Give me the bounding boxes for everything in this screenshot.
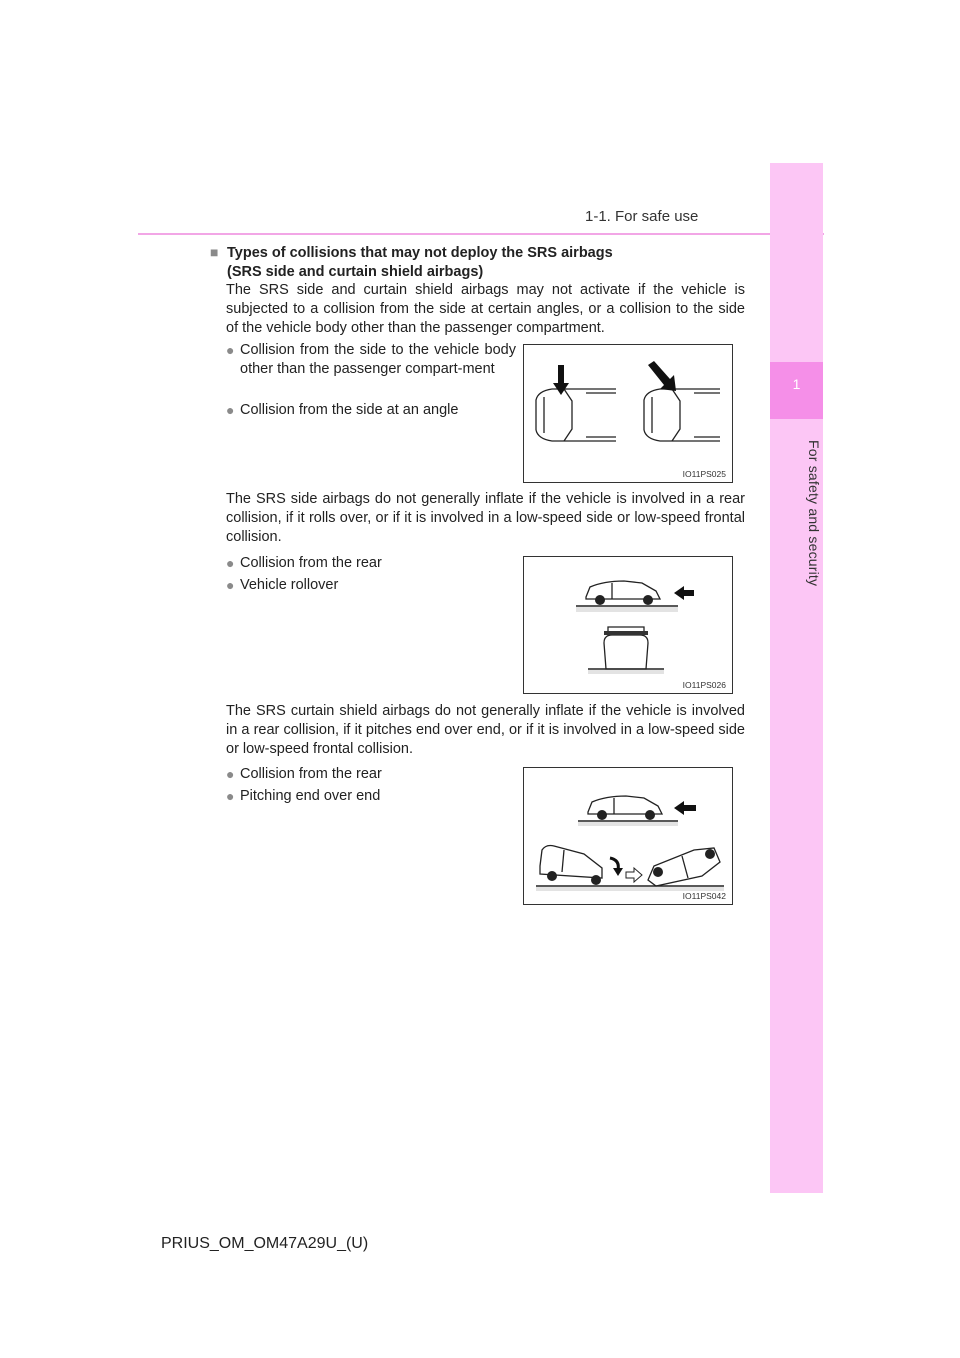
bullet-icon: ● bbox=[226, 577, 235, 593]
figure-rear-and-rollover bbox=[523, 556, 733, 694]
outline-arrow bbox=[626, 868, 642, 882]
heading-line-2: (SRS side and curtain shield airbags) bbox=[227, 264, 484, 280]
figure-code: IO11PS026 bbox=[682, 680, 726, 690]
chapter-title: For safety and security bbox=[806, 440, 822, 587]
document-code: PRIUS_OM_OM47A29U_(U) bbox=[161, 1235, 369, 1252]
bullet-icon: ● bbox=[226, 555, 235, 571]
bullet-rear-collision: Collision from the rear bbox=[240, 555, 382, 571]
heading-line-1: Types of collisions that may not deploy the SRS airbags bbox=[227, 245, 613, 261]
bullet-side-angle: Collision from the side at an angle bbox=[240, 402, 459, 418]
header-rule bbox=[138, 233, 824, 235]
rear-impact-arrow bbox=[674, 586, 694, 600]
side-collision-illustration bbox=[524, 345, 732, 482]
rear-impact-arrow bbox=[674, 801, 696, 815]
angled-impact-arrow bbox=[648, 361, 676, 391]
bullet-icon: ● bbox=[226, 788, 235, 804]
bullet-rollover: Vehicle rollover bbox=[240, 577, 339, 593]
bullet-icon: ● bbox=[226, 766, 235, 782]
bullet-pitching: Pitching end over end bbox=[240, 788, 381, 804]
section-label: 1-1. For safe use bbox=[585, 208, 699, 225]
rear-rollover-illustration bbox=[524, 557, 732, 693]
bullet-icon: ● bbox=[226, 342, 235, 358]
paragraph-3: The SRS curtain shield airbags do not generally inflate if the vehicle is involved in a rear collision, if it pitches end over end, or if it is involved in a low-speed side or low-speed frontal collision. bbox=[226, 703, 745, 757]
impact-arrow-shaft bbox=[558, 365, 564, 385]
chapter-number: 1 bbox=[792, 376, 801, 392]
section-heading bbox=[227, 244, 613, 282]
heading-square-icon: ■ bbox=[210, 244, 219, 260]
bullet-side-body: Collision from the side to the vehicle body other than the passenger compart-ment bbox=[240, 342, 516, 377]
figure-rear-and-pitching bbox=[523, 767, 733, 905]
figure-side-collision bbox=[523, 344, 733, 483]
figure-code: IO11PS042 bbox=[682, 891, 726, 901]
paragraph-2: The SRS side airbags do not generally inflate if the vehicle is involved in a rear collision, if it rolls over, or if it is involved in a low-speed side or low-speed frontal collision. bbox=[226, 491, 745, 545]
paragraph-1: The SRS side and curtain shield airbags may not activate if the vehicle is subjected to a collision from the side at certain angles, or a collision to the side of the vehicle body other than the passenger compartment. bbox=[226, 282, 745, 336]
bullet-icon: ● bbox=[226, 402, 235, 418]
chapter-side-tab bbox=[770, 163, 823, 1193]
figure-code: IO11PS025 bbox=[682, 469, 726, 479]
bullet-rear-collision-2: Collision from the rear bbox=[240, 766, 382, 782]
rear-pitching-illustration bbox=[524, 768, 732, 904]
